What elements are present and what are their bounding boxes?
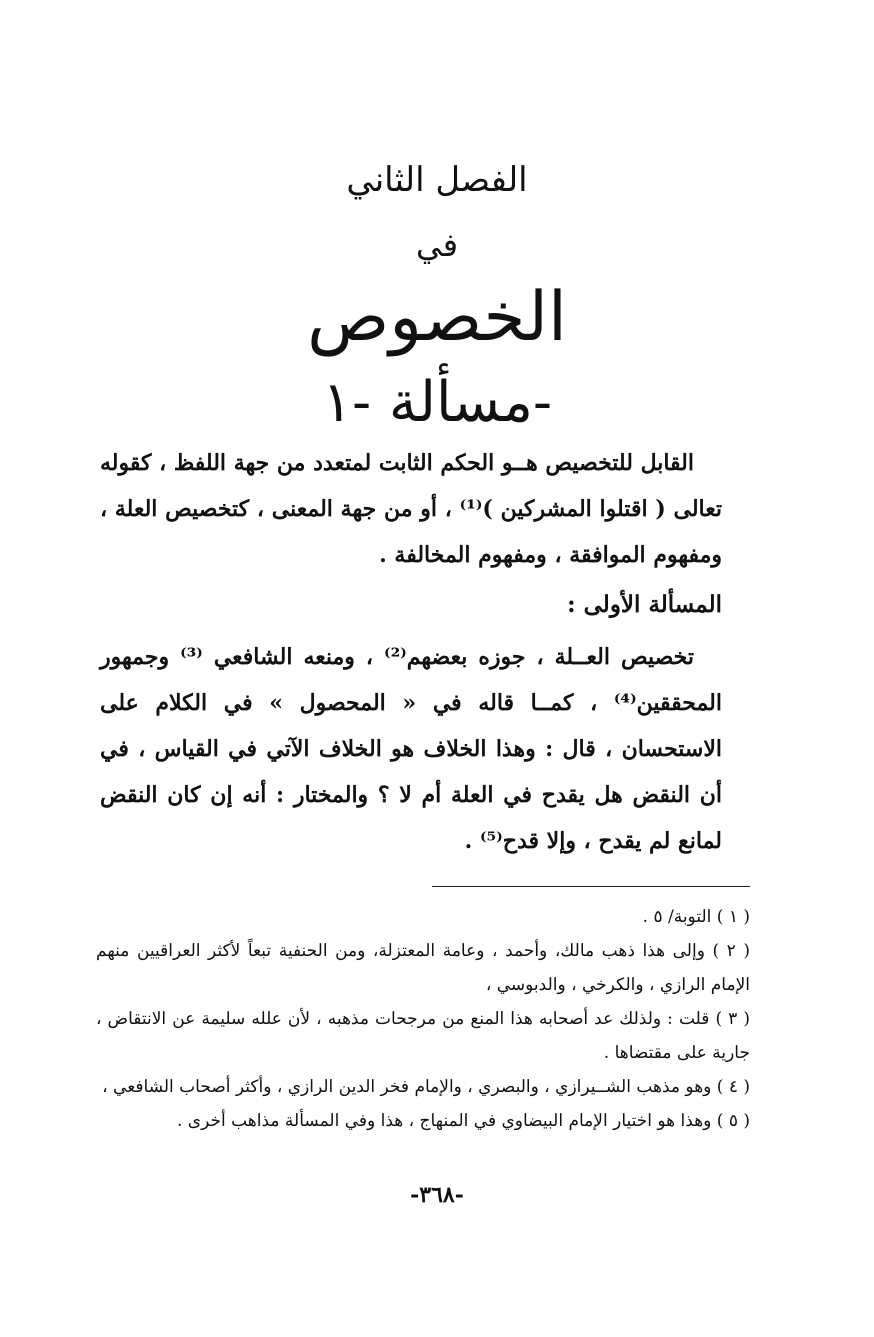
- footnote-5: ( ٥ ) وهذا هو اختيار الإمام البيضاوي في المنهاج ، هذا وفي المسألة مذاهب أخرى .: [176, 1111, 750, 1131]
- footnote-1: ( ١ ) التوبة/ ٥ .: [642, 907, 750, 927]
- footnote-4: ( ٤ ) وهو مذهب الشــيرازي ، والبصري ، والإمام فخر الدين الرازي ، وأكثر أصحاب الشافعي ،: [102, 1077, 750, 1097]
- paragraph-2: تخصيص العــلة ، جوزه بعضهم⁽²⁾ ، ومنعه الشافعي ⁽³⁾ وجمهور المحققين⁽⁴⁾ ، كمــا قاله في « المحصول » في الكلام على الاستحسان ، قال : وهذا الخلاف هو الخلاف الآتي في القياس ، في أن النقض هل يقدح في العلة أم لا ؟ والمختار : أنه إن كان النقض لمانع لم يقدح ، وإلا قدح⁽⁵⁾ .: [100, 644, 722, 854]
- issue-heading: مسألة -١-: [322, 370, 552, 435]
- chapter-title: الفصل الثاني: [346, 160, 528, 200]
- footnote-2: ( ٢ ) وإلى هذا ذهب مالك، وأحمد ، وعامة المعتزلة، ومن الحنفية تبعاً لأكثر العراقيين منهم الإمام الرازي ، والكرخي ، والدبوسي ،: [96, 941, 750, 995]
- page-number: -٣٦٨-: [410, 1182, 464, 1208]
- chapter-preposition: في: [416, 226, 458, 264]
- footnote-3: ( ٣ ) قلت : ولذلك عد أصحابه هذا المنع من مرجحات مذهبه ، لأن علله سليمة عن الانتقاض ، جارية على مقتضاها .: [96, 1009, 750, 1063]
- footnotes: [96, 900, 750, 1138]
- paragraph-1: القابل للتخصيص هــو الحكم الثابت لمتعدد من جهة اللفظ ، كقوله تعالى ( اقتلوا المشركين )⁽¹⁾ ، أو من جهة المعنى ، كتخصيص العلة ، ومفهوم الموافقة ، ومفهوم المخالفة .: [100, 450, 723, 568]
- chapter-subject: الخصوص: [307, 278, 567, 357]
- footnote-divider: [432, 886, 750, 887]
- section-subheading: المسألة الأولى :: [567, 591, 722, 618]
- main-text: [100, 440, 722, 864]
